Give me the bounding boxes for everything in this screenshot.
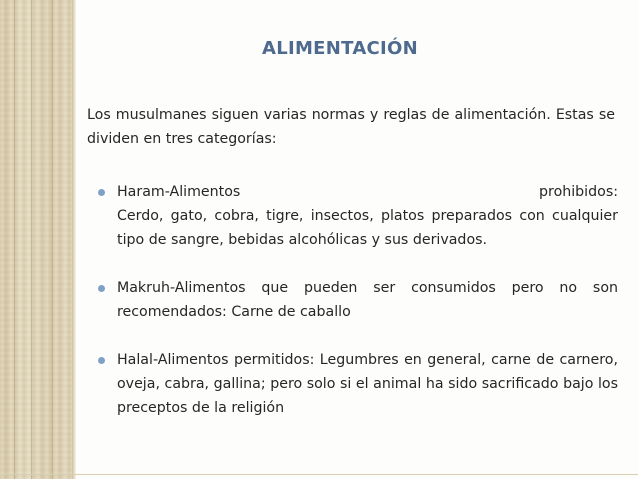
band-stripe <box>31 0 32 479</box>
bullet-icon <box>98 285 105 292</box>
slide-title: ALIMENTACIÓN <box>261 38 419 59</box>
decorative-side-band <box>0 0 72 479</box>
bullet-haram-heading: Haram-Alimentos prohibidos: <box>117 184 618 200</box>
bullet-halal-text: Halal-Alimentos permitidos: Legumbres en general, carne de carnero, oveja, cabra, gallina; pero solo si el animal ha sido sacrificado bajo los preceptos de la religión <box>117 352 618 416</box>
bullet-item-makruh <box>98 276 618 324</box>
bullet-icon <box>98 189 105 196</box>
band-stripe <box>52 0 53 479</box>
bottom-rule <box>0 474 638 475</box>
intro-paragraph: Los musulmanes siguen varias normas y reglas de alimentación. Estas se dividen en tres categorías: <box>87 107 615 147</box>
band-edge <box>72 0 76 479</box>
bullet-haram-text: Cerdo, gato, cobra, tigre, insectos, platos preparados con cualquier tipo de sangre, bebidas alcohólicas y sus derivados. <box>117 208 618 248</box>
bullet-makruh-text: Makruh-Alimentos que pueden ser consumidos pero no son recomendados: Carne de caballo <box>117 280 618 320</box>
band-stripe <box>14 0 15 479</box>
bullet-list <box>98 180 618 420</box>
bullet-icon <box>98 357 105 364</box>
bullet-item-haram <box>98 180 618 252</box>
bullet-item-halal <box>98 348 618 420</box>
